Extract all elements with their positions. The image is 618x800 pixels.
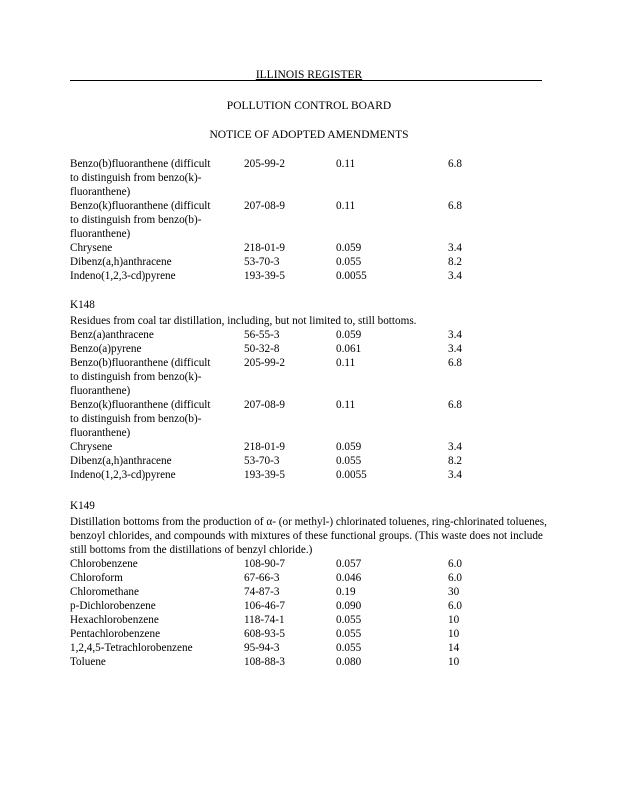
table-row bbox=[70, 557, 550, 571]
nonwastewater-value: 6.0 bbox=[448, 558, 462, 570]
nonwastewater-value: 3.4 bbox=[448, 469, 462, 481]
constituent-name: Chloromethane bbox=[70, 586, 139, 598]
wastewater-value: 0.059 bbox=[336, 329, 362, 341]
constituent-name: Toluene bbox=[70, 656, 106, 668]
k149-section bbox=[70, 499, 550, 669]
wastewater-value: 0.057 bbox=[336, 558, 362, 570]
nonwastewater-value: 6.0 bbox=[448, 600, 462, 612]
constituent-name: Chloroform bbox=[70, 572, 123, 584]
table-row bbox=[70, 328, 550, 342]
wastewater-value: 0.055 bbox=[336, 455, 362, 467]
constituent-name: Chlorobenzene bbox=[70, 558, 138, 570]
constituent-name: Benzo(k)fluoranthene (difficult to distinguish from benzo(b)- fluoranthene) bbox=[70, 399, 211, 439]
cas-number: 95-94-3 bbox=[244, 642, 280, 654]
cas-number: 205-99-2 bbox=[244, 357, 286, 369]
constituent-name: Hexachlorobenzene bbox=[70, 614, 159, 626]
nonwastewater-value: 3.4 bbox=[448, 441, 462, 453]
nonwastewater-value: 6.0 bbox=[448, 572, 462, 584]
cas-number: 50-32-8 bbox=[244, 343, 280, 355]
cas-number: 205-99-2 bbox=[244, 158, 286, 170]
nonwastewater-value: 3.4 bbox=[448, 343, 462, 355]
nonwastewater-value: 10 bbox=[448, 614, 460, 626]
cas-number: 218-01-9 bbox=[244, 441, 286, 453]
nonwastewater-value: 10 bbox=[448, 628, 460, 640]
nonwastewater-value: 8.2 bbox=[448, 256, 462, 268]
cas-number: 56-55-3 bbox=[244, 329, 280, 341]
constituent-name: Benzo(k)fluoranthene (difficult to distinguish from benzo(b)- fluoranthene) bbox=[70, 200, 211, 240]
table-row bbox=[70, 627, 550, 641]
wastewater-value: 0.11 bbox=[336, 357, 356, 369]
nonwastewater-value: 10 bbox=[448, 656, 460, 668]
board-title: POLLUTION CONTROL BOARD bbox=[226, 100, 392, 112]
waste-code: K148 bbox=[70, 299, 95, 311]
table-row bbox=[70, 641, 550, 655]
table-row bbox=[70, 199, 550, 241]
header-rule bbox=[70, 80, 542, 81]
table-row bbox=[70, 356, 550, 398]
wastewater-value: 0.11 bbox=[336, 200, 356, 212]
table-row bbox=[70, 440, 550, 454]
wastewater-value: 0.0055 bbox=[336, 469, 367, 481]
wastewater-value: 0.059 bbox=[336, 441, 362, 453]
wastewater-value: 0.11 bbox=[336, 399, 356, 411]
cas-number: 108-88-3 bbox=[244, 656, 286, 668]
wastewater-value: 0.055 bbox=[336, 256, 362, 268]
table-row bbox=[70, 613, 550, 627]
cas-number: 67-66-3 bbox=[244, 572, 280, 584]
constituent-name: p-Dichlorobenzene bbox=[70, 600, 156, 612]
constituent-name: Benz(a)anthracene bbox=[70, 329, 154, 341]
cas-number: 207-08-9 bbox=[244, 200, 286, 212]
wastewater-value: 0.055 bbox=[336, 642, 362, 654]
nonwastewater-value: 8.2 bbox=[448, 455, 462, 467]
cas-number: 193-39-5 bbox=[244, 469, 286, 481]
constituent-name: 1,2,4,5-Tetrachlorobenzene bbox=[70, 642, 193, 654]
wastewater-value: 0.046 bbox=[336, 572, 362, 584]
table-row bbox=[70, 255, 550, 269]
table-row bbox=[70, 157, 550, 199]
nonwastewater-value: 3.4 bbox=[448, 242, 462, 254]
table-row bbox=[70, 599, 550, 613]
constituent-name: Indeno(1,2,3-cd)pyrene bbox=[70, 469, 176, 481]
cas-number: 193-39-5 bbox=[244, 270, 286, 282]
wastewater-value: 0.059 bbox=[336, 242, 362, 254]
cas-number: 106-46-7 bbox=[244, 600, 286, 612]
nonwastewater-value: 6.8 bbox=[448, 399, 462, 411]
constituent-name: Chrysene bbox=[70, 441, 113, 453]
waste-description: Residues from coal tar distillation, including, but not limited to, still bottoms. bbox=[70, 315, 417, 327]
wastewater-value: 0.055 bbox=[336, 614, 362, 626]
waste-description: Distillation bottoms from the production of α- (or methyl-) chlorinated toluenes, ring-chlorinated toluenes, benzoyl chlorides, and compounds with mixtures of these functional groups. (This waste does not include still bottoms from the distillations of benzyl chloride.) bbox=[70, 516, 547, 556]
table-row bbox=[70, 342, 550, 356]
waste-code: K149 bbox=[70, 500, 95, 512]
register-title: ILLINOIS REGISTER bbox=[255, 69, 363, 81]
nonwastewater-value: 6.8 bbox=[448, 158, 462, 170]
wastewater-value: 0.061 bbox=[336, 343, 362, 355]
constituent-name: Indeno(1,2,3-cd)pyrene bbox=[70, 270, 176, 282]
constituent-name: Benzo(b)fluoranthene (difficult to distinguish from benzo(k)- fluoranthene) bbox=[70, 158, 211, 198]
nonwastewater-value: 3.4 bbox=[448, 329, 462, 341]
constituent-name: Chrysene bbox=[70, 242, 113, 254]
constituent-name: Dibenz(a,h)anthracene bbox=[70, 455, 172, 467]
cas-number: 108-90-7 bbox=[244, 558, 286, 570]
table-row bbox=[70, 454, 550, 468]
table-row bbox=[70, 585, 550, 599]
wastewater-value: 0.055 bbox=[336, 628, 362, 640]
table-row bbox=[70, 468, 550, 482]
nonwastewater-value: 30 bbox=[448, 586, 460, 598]
k148-section bbox=[70, 298, 550, 482]
cas-number: 53-70-3 bbox=[244, 256, 280, 268]
cas-number: 207-08-9 bbox=[244, 399, 286, 411]
table-row bbox=[70, 269, 550, 283]
wastewater-value: 0.080 bbox=[336, 656, 362, 668]
nonwastewater-value: 14 bbox=[448, 642, 460, 654]
table-row bbox=[70, 571, 550, 585]
nonwastewater-value: 6.8 bbox=[448, 357, 462, 369]
cas-number: 118-74-1 bbox=[244, 614, 285, 626]
cas-number: 608-93-5 bbox=[244, 628, 286, 640]
constituent-name: Pentachlorobenzene bbox=[70, 628, 161, 640]
notice-title: NOTICE OF ADOPTED AMENDMENTS bbox=[209, 129, 409, 141]
cas-number: 53-70-3 bbox=[244, 455, 280, 467]
constituent-name: Benzo(b)fluoranthene (difficult to distinguish from benzo(k)- fluoranthene) bbox=[70, 357, 211, 397]
cas-number: 74-87-3 bbox=[244, 586, 280, 598]
constituent-name: Dibenz(a,h)anthracene bbox=[70, 256, 172, 268]
table-row bbox=[70, 241, 550, 255]
nonwastewater-value: 3.4 bbox=[448, 270, 462, 282]
table-row bbox=[70, 655, 550, 669]
continuation-table bbox=[70, 157, 550, 283]
cas-number: 218-01-9 bbox=[244, 242, 286, 254]
wastewater-value: 0.19 bbox=[336, 586, 356, 598]
wastewater-value: 0.0055 bbox=[336, 270, 367, 282]
nonwastewater-value: 6.8 bbox=[448, 200, 462, 212]
wastewater-value: 0.11 bbox=[336, 158, 356, 170]
wastewater-value: 0.090 bbox=[336, 600, 362, 612]
constituent-name: Benzo(a)pyrene bbox=[70, 343, 142, 355]
table-row bbox=[70, 398, 550, 440]
